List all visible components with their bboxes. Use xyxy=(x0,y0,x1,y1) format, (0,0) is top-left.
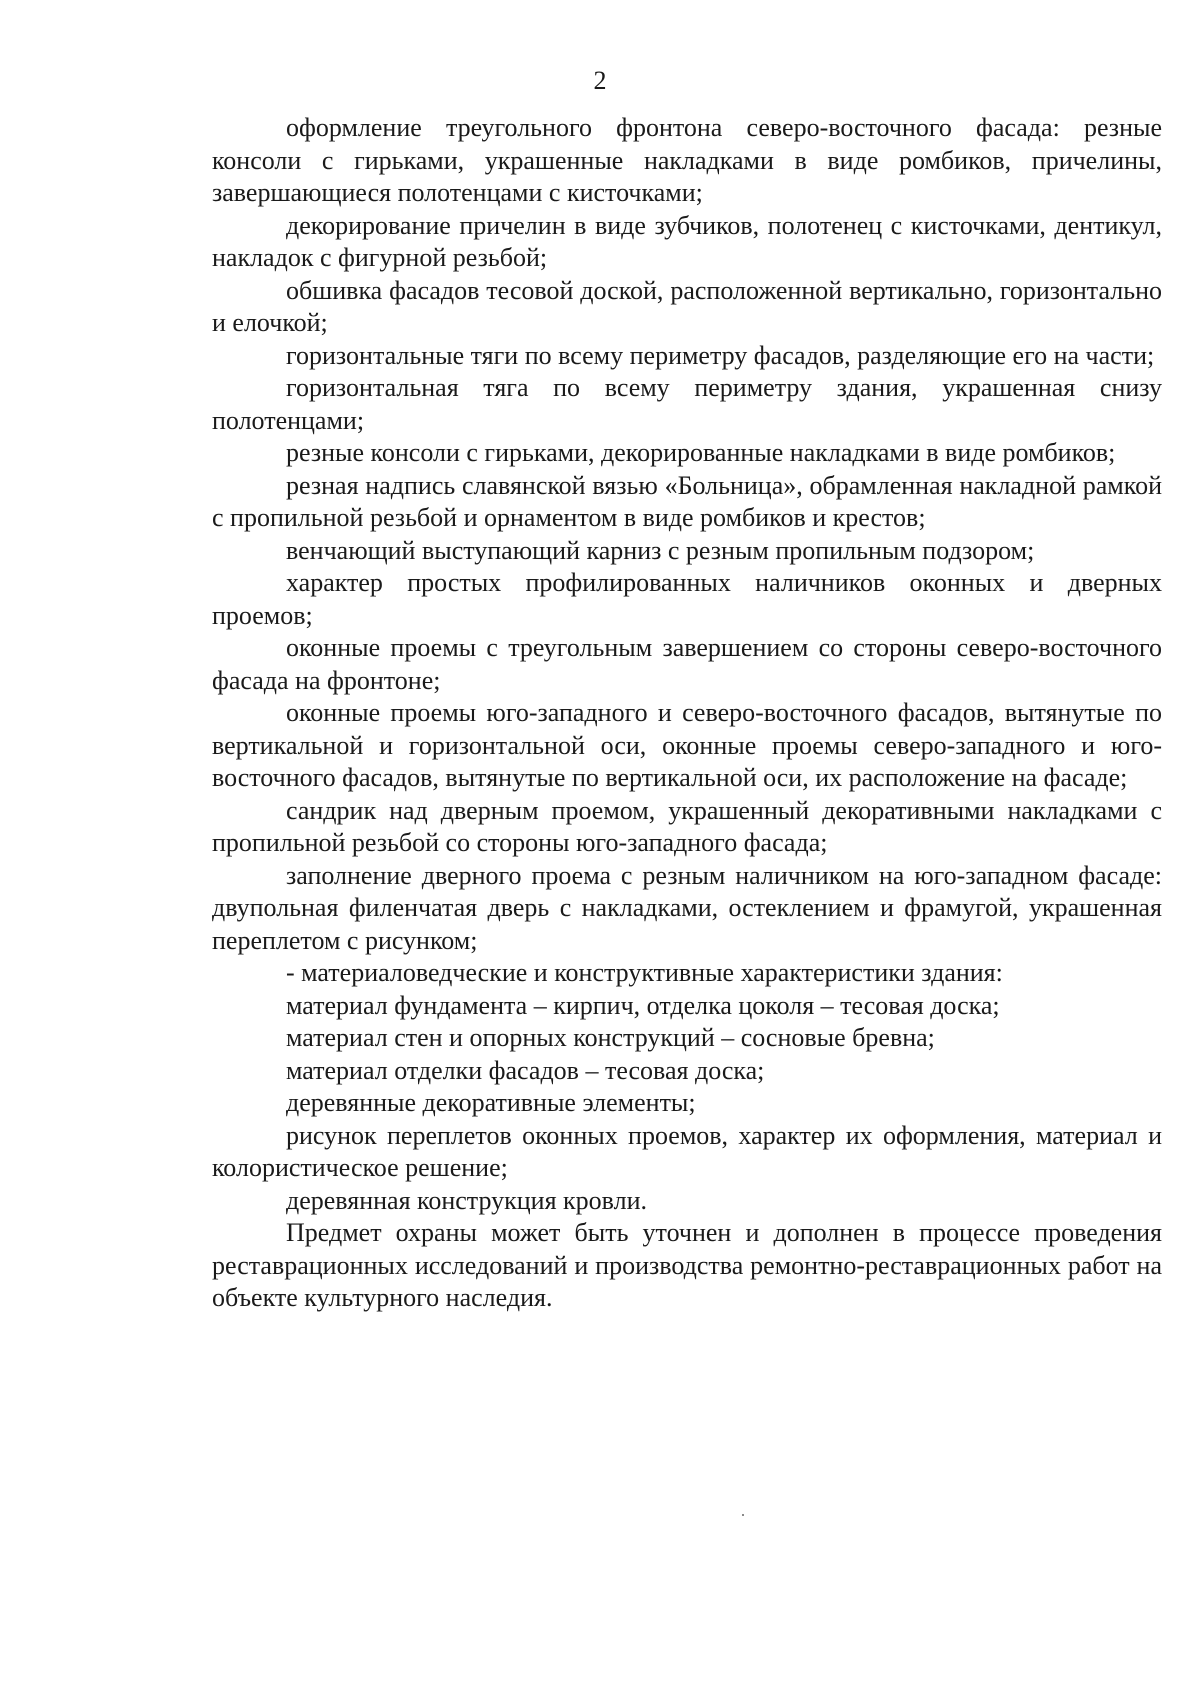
paragraph-facade-cladding: обшивка фасадов тесовой доской, расположенной вертикально, горизонтально и елочкой; xyxy=(212,275,1162,337)
page-number: 2 xyxy=(593,66,607,95)
paragraph-door-sandrik: сандрик над дверным проемом, украшенный декоративными накладками с пропильной резьбой со стороны юго-западного фасада; xyxy=(212,795,1162,857)
paragraph-triangular-windows: оконные проемы с треугольным завершением со стороны северо-восточного фасада на фронтоне; xyxy=(212,633,1162,695)
paragraph-carved-inscription: резная надпись славянской вязью «Больница», обрамленная накладной рамкой с пропильной резьбой и орнаментом в виде ромбиков и крестов; xyxy=(212,470,1162,532)
paragraph-bargeboard-decoration: декорирование причелин в виде зубчиков, полотенец с кисточками, дентикул, накладок с фигурной резьбой; xyxy=(212,210,1162,272)
paragraph-material-characteristics: - материаловедческие и конструктивные характеристики здания: xyxy=(286,958,1003,987)
paragraph-door-filling: заполнение дверного проема с резным наличником на юго-западном фасаде: двупольная филенчатая дверь с накладками, остеклением и фрамугой, украшенная переплетом с рисунком; xyxy=(212,860,1162,955)
paragraph-pediment-decoration: оформление треугольного фронтона северо-восточного фасада: резные консоли с гирьками, украшенные накладками в виде ромбиков, причелины, завершающиеся полотенцами с кисточками; xyxy=(212,113,1162,207)
paragraph-horizontal-band-building: горизонтальная тяга по всему периметру здания, украшенная снизу полотенцами; xyxy=(212,373,1162,435)
paragraph-closing-note: Предмет охраны может быть уточнен и дополнен в процессе проведения реставрационных исследований и производства ремонтно-реставрационных работ на объекте культурного наследия. xyxy=(212,1218,1162,1312)
paragraph-wall-material: материал стен и опорных конструкций – сосновые бревна; xyxy=(286,1023,935,1052)
paragraph-window-openings: оконные проемы юго-западного и северо-восточного фасадов, вытянутые по вертикальной и горизонтальной оси, оконные проемы северо-западного и юго-восточного фасадов, вытянутые по вертикальной оси, их расположение на фасаде; xyxy=(212,698,1162,792)
paragraph-cornice: венчающий выступающий карниз с резным пропильным подзором; xyxy=(286,535,1035,565)
document-body xyxy=(212,112,1162,1315)
paragraph-decorative-elements: деревянные декоративные элементы; xyxy=(286,1088,696,1117)
paragraph-facade-finish: материал отделки фасадов – тесовая доска; xyxy=(286,1055,765,1085)
paragraph-roof-structure: деревянная конструкция кровли. xyxy=(286,1185,648,1215)
scan-speck xyxy=(742,1514,744,1516)
paragraph-horizontal-bands: горизонтальные тяги по всему периметру фасадов, разделяющие его на части; xyxy=(286,340,1155,370)
paragraph-foundation-material: материал фундамента – кирпич, отделка цоколя – тесовая доска; xyxy=(286,990,1000,1020)
paragraph-carved-brackets: резные консоли с гирьками, декорированные накладками в виде ромбиков; xyxy=(286,438,1116,467)
paragraph-window-frames: рисунок переплетов оконных проемов, характер их оформления, материал и колористическое решение; xyxy=(212,1120,1162,1182)
paragraph-platbands: характер простых профилированных наличников оконных и дверных проемов; xyxy=(212,568,1162,630)
